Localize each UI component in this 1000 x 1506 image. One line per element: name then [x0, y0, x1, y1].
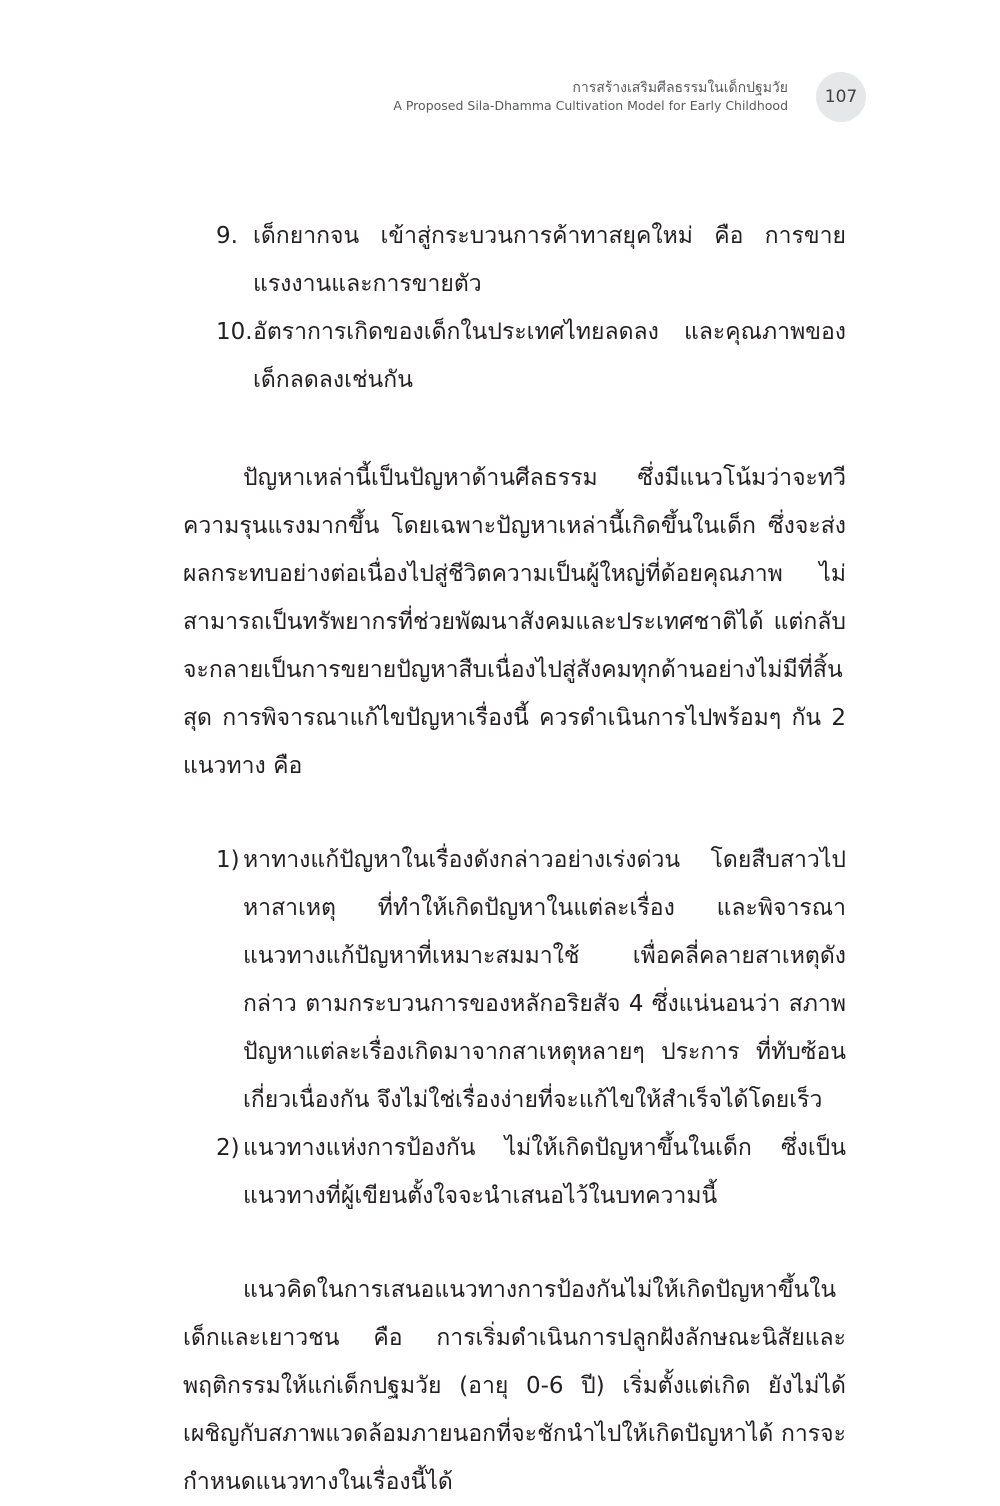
list-number: 2) [216, 1135, 240, 1161]
numbered-list-item [183, 212, 846, 308]
running-header-english-title: A Proposed Sila-Dhamma Cultivation Model for Early Childhood [393, 97, 788, 113]
body-text [183, 212, 846, 1506]
page-number-badge [816, 72, 866, 122]
list-item-text: เด็กยากจน เข้าสู่กระบวนการค้าทาสยุคใหม่ คือ การขายแรงงานและการขายตัว [253, 223, 846, 297]
list-number: 1) [216, 847, 240, 873]
paragraph-prevention-concept: แนวคิดในการเสนอแนวทางการป้องกันไม่ให้เกิดปัญหาขึ้นในเด็กและเยาวชน คือ การเริ่มดำเนินการปลูกฝังลักษณะนิสัยและพฤติกรรมให้แก่เด็กปฐมวัย (อายุ 0-6 ปี) เริ่มตั้งแต่เกิด ยังไม่ได้เผชิญกับสภาพแวดล้อมภายนอกที่จะชักนำไปให้เกิดปัญหาได้ การจะกำหนดแนวทางในเรื่องนี้ได้ [183, 1277, 846, 1495]
list-number: 10. [216, 319, 253, 345]
list-item-text: หาทางแก้ปัญหาในเรื่องดังกล่าวอย่างเร่งด่วน โดยสืบสาวไปหาสาเหตุ ที่ทำให้เกิดปัญหาในแต่ละเรื่อง และพิจารณาแนวทางแก้ปัญหาที่เหมาะสมมาใช้ เพื่อคลี่คลายสาเหตุดังกล่าว ตามกระบวนการของหลักอริยสัจ 4 ซึ่งแน่นอนว่า สภาพปัญหาแต่ละเรื่องเกิดมาจากสาเหตุหลายๆ ประการ ที่ทับซ้อนเกี่ยวเนื่องกัน จึงไม่ใช่เรื่องง่ายที่จะแก้ไขให้สำเร็จได้โดยเร็ว [243, 847, 846, 1113]
running-header-thai-title: การสร้างเสริมศีลธรรมในเด็กปฐมวัย [572, 80, 788, 96]
approach-list-item [183, 836, 846, 1124]
list-item-text: แนวทางแห่งการป้องกัน ไม่ให้เกิดปัญหาขึ้นในเด็ก ซึ่งเป็นแนวทางที่ผู้เขียนตั้งใจจะนำเสนอไว้ในบทความนี้ [243, 1135, 846, 1209]
list-item-text: อัตราการเกิดของเด็กในประเทศไทยลดลง และคุณภาพของเด็กลดลงเช่นกัน [253, 319, 846, 393]
running-header [393, 80, 788, 113]
numbered-list-item [183, 308, 846, 404]
list-number: 9. [216, 223, 238, 249]
paragraph-problems: ปัญหาเหล่านี้เป็นปัญหาด้านศีลธรรม ซึ่งมีแนวโน้มว่าจะทวีความรุนแรงมากขึ้น โดยเฉพาะปัญหาเหล่านี้เกิดขึ้นในเด็ก ซึ่งจะส่งผลกระทบอย่างต่อเนื่องไปสู่ชีวิตความเป็นผู้ใหญ่ที่ด้อยคุณภาพ ไม่สามารถเป็นทรัพยากรที่ช่วยพัฒนาสังคมและประเทศชาติได้ แต่กลับจะกลายเป็นการขยายปัญหาสืบเนื่องไปสู่สังคมทุกด้านอย่างไม่มีที่สิ้นสุด การพิจารณาแก้ไขปัญหาเรื่องนี้ ควรดำเนินการไปพร้อมๆ กัน 2 แนวทาง คือ [183, 465, 846, 779]
page-number: 107 [824, 87, 858, 107]
approach-list [183, 836, 846, 1220]
approach-list-item [183, 1124, 846, 1220]
